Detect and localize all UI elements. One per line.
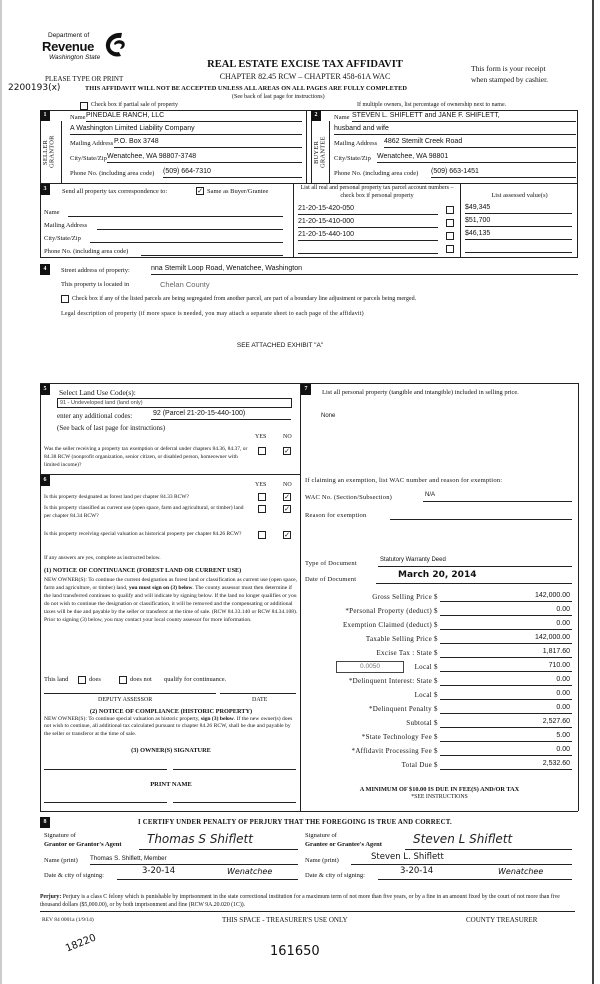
- total-due-row: [304, 760, 570, 772]
- reason-label: Reason for exemption: [305, 512, 367, 519]
- grantee-sig-label-2: Grantee or Grantee's Agent: [305, 841, 382, 848]
- land-use-select[interactable]: 91 - Undeveloped land (land only): [57, 398, 292, 408]
- section-3-number: 3: [40, 184, 50, 195]
- historic-question: Is this property receiving special valuation as historical property per chapter 84.26 RCW?: [44, 531, 242, 537]
- current-use-yes-checkbox[interactable]: [258, 505, 266, 513]
- dollar-sign: $: [434, 761, 438, 769]
- grantor-sig-label-1: Signature of: [44, 832, 76, 839]
- additional-codes-label: enter any additional codes:: [57, 412, 133, 420]
- exemption-claimed-value[interactable]: 0.00: [440, 620, 572, 630]
- street-field[interactable]: nna Stemilt Loop Road, Wenatchee, Washington: [151, 265, 578, 275]
- grantee-name-field[interactable]: Steven L. Shiflett: [351, 852, 572, 865]
- delinquent-penalty-value[interactable]: 0.00: [440, 704, 572, 714]
- forest-land-question: Is this property designated as forest land per chapter 84.33 RCW?: [44, 494, 189, 500]
- land-use-label: Select Land Use Code(s):: [59, 388, 136, 397]
- section-2-number: 2: [311, 110, 321, 121]
- qualify-label: qualify for continuance.: [164, 676, 227, 683]
- dollar-sign: $: [434, 635, 438, 643]
- segregated-checkbox[interactable]: [61, 295, 69, 303]
- does-checkbox[interactable]: [78, 676, 86, 684]
- correspondence-label: Send all property tax correspondence to:: [62, 188, 168, 195]
- dollar-sign: $: [434, 747, 438, 755]
- buyer-city-field[interactable]: Wenatchee, WA 98801: [377, 153, 576, 163]
- grantor-sig-label-2: Grantor or Grantor's Agent: [44, 841, 122, 848]
- print-name-line-2[interactable]: [173, 801, 296, 803]
- excise-tax-state-value[interactable]: 1,817.60: [440, 648, 572, 658]
- notice1-text: [44, 576, 298, 625]
- handwritten-number-1: 18220: [64, 932, 98, 955]
- buyer-label-2: GRANTEE: [319, 136, 327, 168]
- delinquent-penalty-label: *Delinquent Penalty: [368, 705, 432, 713]
- deputy-assessor-label: DEPUTY ASSESSOR: [98, 697, 153, 703]
- exemption-claim-label: If claiming an exemption, list WAC number and reason for exemption:: [305, 477, 503, 484]
- section-4-number: 4: [40, 264, 50, 275]
- lower-box-right: [578, 383, 579, 811]
- multiple-owners-note: If multiple owners, list percentage of ownership next to name.: [357, 102, 507, 108]
- exemption-claimed-row: [304, 620, 570, 632]
- section6-no-header: NO: [283, 482, 292, 488]
- grantor-date: 3-20-14: [142, 866, 176, 876]
- grantee-date: 3-20-14: [400, 866, 434, 876]
- legal-label: Legal description of property (if more space is needed, you may attach a separate sheet to each page of the affidavit): [61, 311, 364, 317]
- notice2-bold: sign (3) below: [200, 716, 234, 722]
- wac-label: WAC No. (Section/Subsection): [305, 494, 393, 501]
- buyer-label-1: BUYER: [313, 140, 320, 164]
- gross-selling-price-label: Gross Selling Price: [372, 593, 432, 601]
- forest-land-yes-checkbox[interactable]: [258, 493, 266, 501]
- grantee-date-city-field[interactable]: [378, 866, 572, 880]
- total-due-label: Total Due: [401, 761, 432, 769]
- grantor-name-label: Name (print): [44, 857, 78, 864]
- corr-city-label: City/State/Zip: [44, 235, 81, 242]
- assessor-date-label: DATE: [252, 697, 268, 703]
- section-6-divider: [40, 474, 301, 475]
- assessed-value-1[interactable]: $49,345: [465, 204, 572, 214]
- dollar-sign: $: [434, 733, 438, 741]
- corr-phone-field[interactable]: [141, 246, 283, 256]
- form-number: REV 84 0001a (1/9/14): [42, 917, 94, 923]
- delinquent-interest-state-value[interactable]: 0.00: [440, 676, 572, 686]
- perjury-text: Perjury is a class C felony which is punishable by imprisonment in the state correctional institution for a maximum term of not more than five years, or by a fine in an amount fixed by the court of not more than five thousand dollars ($5,000.00), or by both imprisonment and fine (RCW 9A.20.020 (1C)).: [40, 894, 560, 908]
- county-value[interactable]: Chelan County: [160, 280, 210, 289]
- section-7-number: 7: [301, 384, 311, 395]
- personal-property-value[interactable]: None: [321, 413, 336, 419]
- parcel-personal-checkbox-2[interactable]: [446, 219, 454, 227]
- state-technology-fee-value[interactable]: 5.00: [440, 732, 572, 742]
- same-as-buyer-checkbox[interactable]: ✓: [197, 187, 203, 195]
- seller-name-label: Name: [70, 114, 86, 121]
- seller-mailing-label: Mailing Address: [70, 140, 114, 147]
- buyer-mailing-label: Mailing Address: [334, 140, 378, 147]
- print-name-line-1[interactable]: [44, 801, 167, 803]
- located-label: This property is located in: [61, 281, 130, 288]
- state-technology-fee-label: *State Technology Fee: [361, 733, 432, 741]
- dollar-sign: $: [434, 607, 438, 615]
- buyer-name-label: Name: [334, 114, 350, 121]
- reason-field[interactable]: [390, 510, 572, 520]
- gross-selling-price-value[interactable]: 142,000.00: [440, 592, 572, 602]
- exemption-claimed-label: Exemption Claimed (deduct): [342, 621, 432, 629]
- grantee-sig-label-1: Signature of: [305, 832, 337, 839]
- grantee-city: Wenatchee: [498, 867, 544, 876]
- parcel-personal-checkbox-3[interactable]: [446, 232, 454, 240]
- parcel-number-3[interactable]: 21-20-15-440-100: [298, 231, 438, 241]
- gross-selling-price-row: [304, 592, 570, 604]
- delinquent-interest-local-value[interactable]: 0.00: [440, 690, 572, 700]
- seller-phone-field[interactable]: (509) 664-7310: [163, 168, 302, 178]
- seller-name-field[interactable]: PINEDALE RANCH, LLC: [86, 112, 302, 122]
- seller-name-line2-field[interactable]: A Washington Limited Liability Company: [70, 125, 302, 135]
- grantee-date-label: Date & city of signing:: [305, 872, 365, 879]
- excise-tax-state-label: Excise Tax : State: [376, 649, 432, 657]
- owner-signature-line-2[interactable]: [173, 768, 296, 770]
- land-use-yes-header: YES: [255, 434, 267, 440]
- partial-sale-checkbox[interactable]: [80, 102, 88, 110]
- owner-signature-line-1[interactable]: [44, 768, 167, 770]
- parcel-number-1[interactable]: 21-20-15-420-050: [298, 205, 438, 215]
- buyer-name-line2-field[interactable]: husband and wife: [334, 125, 576, 135]
- grantor-signature-field[interactable]: Thomas S Shiflett: [139, 832, 298, 850]
- parcel-divider-left: [293, 183, 294, 258]
- section-5-number: 5: [40, 384, 50, 395]
- divider-1-3: [40, 183, 578, 184]
- dollar-sign: $: [434, 719, 438, 727]
- segregated-label: Check box if any of the listed parcels are being segregated from another parcel, are part of a boundary line adjustment or parcels being merged.: [72, 296, 417, 302]
- if-yes-note: If any answers are yes, complete as instructed below.: [44, 555, 161, 561]
- dor-logo: [40, 30, 135, 70]
- seller-label-1: SELLER: [42, 139, 49, 165]
- assessed-value-3[interactable]: $46,135: [465, 230, 572, 240]
- assessor-date-line[interactable]: [220, 692, 296, 694]
- scan-right-edge: [592, 0, 594, 984]
- this-land-label: This land: [44, 676, 69, 683]
- certify-statement: I CERTIFY UNDER PENALTY OF PERJURY THAT THE FOREGOING IS TRUE AND CORRECT.: [138, 819, 452, 826]
- notice2-text: [44, 716, 298, 738]
- county-treasurer-label: COUNTY TREASURER: [466, 916, 538, 924]
- assessed-header: List assessed value(s): [491, 192, 548, 199]
- partial-sale-label: Check box if partial sale of property: [91, 102, 178, 108]
- notice2-text-a: NEW OWNER(S): To continue special valuation as historic property,: [44, 716, 200, 722]
- parcel-number-4[interactable]: [298, 244, 438, 254]
- handwritten-number-2: 161650: [270, 944, 320, 959]
- perjury-statement: [40, 893, 575, 912]
- subtotal-value[interactable]: 2,527.60: [440, 718, 572, 728]
- corr-mailing-field[interactable]: [97, 220, 283, 230]
- scan-left-edge: [0, 0, 2, 984]
- wac-field[interactable]: N/A: [423, 492, 572, 502]
- exemption-yes-checkbox[interactable]: [258, 447, 266, 455]
- corr-city-field[interactable]: [90, 233, 283, 243]
- seller-city-field[interactable]: Wenatchee, WA 98807-3748: [107, 153, 302, 163]
- exemption-question: Was the seller receiving a property tax exemption or deferral under chapters 84.36, 84.37, or 84.38 RCW (nonprofit organization, senior citizen, or disabled person, homeowner with limited income)?: [44, 446, 248, 468]
- see-back-note: (See back of last page for instructions): [232, 94, 325, 100]
- treasurer-use-label: THIS SPACE - TREASURER'S USE ONLY: [222, 916, 348, 924]
- delinquent-interest-state-label: *Delinquent Interest: State: [348, 677, 432, 685]
- logo-line1: Department of: [48, 32, 90, 39]
- notice2-text-b: . If the new owner(s) does not wish to continue, all additional tax calculated pursuant to chapter 84.26 RCW, shall be due and payable by the seller or transferor at the time of sale.: [44, 716, 293, 737]
- grantor-city: Wenatchee: [227, 867, 273, 876]
- legal-description[interactable]: SEE ATTACHED EXHIBIT "A": [236, 342, 324, 349]
- grantee-name-label: Name (print): [305, 857, 339, 864]
- parcel-header: List all real and personal property tax parcel account numbers – check box if personal property: [300, 185, 454, 199]
- buyer-mailing-field[interactable]: 4862 Stemilt Creek Road: [384, 138, 576, 148]
- minimum-note: A MINIMUM OF $10.00 IS DUE IN FEE(S) AND/OR TAX: [359, 786, 520, 793]
- dollar-sign: $: [434, 705, 438, 713]
- dollar-sign: $: [434, 649, 438, 657]
- parcel-personal-checkbox-1[interactable]: [446, 206, 454, 214]
- exemption-no-checkbox[interactable]: ✓: [284, 447, 290, 455]
- forest-land-no-checkbox[interactable]: ✓: [284, 493, 290, 501]
- doc-type-label: Type of Document: [305, 560, 357, 567]
- current-use-no-checkbox[interactable]: ✓: [284, 505, 290, 513]
- delinquent-interest-local-row: [304, 690, 570, 702]
- lower-box-mid: [300, 383, 301, 811]
- logo-line2: Revenue: [42, 39, 95, 54]
- seller-side-strip: [40, 121, 62, 183]
- excise-tax-local-label: Local: [414, 663, 432, 671]
- stamp-number: 2200193(x): [8, 83, 61, 93]
- seller-city-label: City/State/Zip: [70, 155, 107, 162]
- logo-line3: Washington State: [49, 54, 101, 61]
- current-use-question: Is this property classified as current use (open space, farm and agricultural, or timber) land per chapter 84.34 RCW?: [44, 505, 244, 519]
- section-1-number: 1: [40, 110, 50, 121]
- historic-no-checkbox[interactable]: ✓: [284, 531, 290, 539]
- notice1-bold: you must sign on (3) below: [128, 585, 193, 592]
- does-not-label: does not: [130, 676, 152, 683]
- deputy-assessor-line[interactable]: [44, 692, 216, 694]
- state-technology-fee-row: [304, 732, 570, 744]
- see-instructions-note: *SEE INSTRUCTIONS: [411, 794, 468, 800]
- receipt-note-2: when stamped by cashier.: [471, 75, 549, 84]
- corr-name-field[interactable]: [68, 207, 283, 217]
- personal-property-deduct-value[interactable]: 0.00: [440, 606, 572, 616]
- additional-codes-field[interactable]: 92 (Parcel 21-20-15-440-100): [151, 410, 291, 420]
- form-subtitle: CHAPTER 82.45 RCW – CHAPTER 458-61A WAC: [219, 72, 391, 81]
- dollar-sign: $: [434, 691, 438, 699]
- buyer-side-label: [314, 135, 327, 169]
- dollar-sign: $: [434, 663, 438, 671]
- receipt-note-1: This form is your receipt: [471, 64, 546, 73]
- doc-type-field[interactable]: Statutory Warranty Deed: [378, 557, 572, 567]
- dollar-sign: $: [434, 593, 438, 601]
- notice1-text-a: NEW OWNER(S): To continue the current designation as forest land or classification as current use (open space, farm and agriculture, or timber) land,: [44, 577, 298, 592]
- street-label: Street address of property:: [61, 267, 130, 274]
- notice2-title: (2) NOTICE OF COMPLIANCE (HISTORIC PROPERTY): [89, 708, 253, 715]
- lower-box-bottom: [40, 811, 578, 812]
- corr-phone-label: Phone No. (including area code): [44, 248, 129, 255]
- personal-property-deduct-row: [304, 606, 570, 618]
- does-not-checkbox[interactable]: [119, 676, 127, 684]
- grantee-signature-field[interactable]: Steven L Shiflett: [405, 832, 572, 850]
- assessed-value-2[interactable]: $51,700: [465, 217, 572, 227]
- warning-banner: THIS AFFIDAVIT WILL NOT BE ACCEPTED UNLESS ALL AREAS ON ALL PAGES ARE FULLY COMPLETED: [85, 85, 407, 92]
- corr-name-label: Name: [44, 209, 60, 216]
- taxable-selling-price-label: Taxable Selling Price: [365, 635, 432, 643]
- seller-phone-label: Phone No. (including area code): [70, 170, 155, 177]
- dollar-sign: $: [434, 677, 438, 685]
- affidavit-processing-fee-row: [304, 746, 570, 758]
- local-rate-field[interactable]: 0.0050: [336, 661, 404, 673]
- grantor-date-label: Date & city of signing:: [44, 872, 104, 879]
- buyer-name-field[interactable]: STEVEN L. SHIFLETT and JANE F. SHIFLETT,: [352, 112, 576, 122]
- excise-tax-local-row: [304, 662, 570, 674]
- total-due-value[interactable]: 2,532.60: [440, 760, 572, 770]
- divider-1-2: [306, 110, 307, 183]
- buyer-city-label: City/State/Zip: [334, 155, 371, 162]
- personal-property-deduct-label: *Personal Property (deduct): [345, 607, 432, 615]
- grantor-name-field[interactable]: Thomas S. Shiflett, Member: [90, 855, 298, 865]
- seller-mailing-field[interactable]: P.O. Box 3748: [114, 138, 302, 148]
- seller-label-2: GRANTOR: [48, 135, 56, 169]
- personal-property-label: List all personal property (tangible and intangible) included in selling price.: [322, 389, 519, 396]
- section6-yes-header: YES: [255, 482, 267, 488]
- subtotal-label: Subtotal: [406, 719, 432, 727]
- seller-side-label: [43, 135, 56, 169]
- parcel-personal-checkbox-4[interactable]: [446, 245, 454, 253]
- parcel-number-2[interactable]: 21-20-15-410-000: [298, 218, 438, 228]
- land-use-see-back: (See back of last page for instructions): [57, 424, 166, 432]
- affidavit-processing-fee-value[interactable]: 0.00: [440, 746, 572, 756]
- form-title: REAL ESTATE EXCISE TAX AFFIDAVIT: [207, 59, 403, 70]
- dollar-sign: $: [434, 621, 438, 629]
- does-label: does: [89, 676, 101, 683]
- corr-mailing-label: Mailing Address: [44, 222, 88, 229]
- same-as-buyer-label: Same as Buyer/Grantee: [207, 188, 269, 195]
- taxable-selling-price-value[interactable]: 142,000.00: [440, 634, 572, 644]
- doc-date-field[interactable]: March 20, 2014: [376, 570, 572, 584]
- taxable-selling-price-row: [304, 634, 570, 646]
- subtotal-row: [304, 718, 570, 730]
- grantor-date-city-field[interactable]: [117, 866, 298, 880]
- logo-swoosh-icon: [102, 30, 128, 60]
- notice1-text-b: . The county assessor must then determine if the land transferred continues to qualify and will indicate by signing below. If the land no longer qualifies or you do not wish to continue the designation or classification, it will be removed and the compensating or additional taxes will be due and payable by the seller or transferor at the time of sale. (RCW 84.33.140 or RCW 84.34.108). Prior to signing (3) below, you may contact your local county assessor for more information.: [44, 585, 298, 624]
- section-8-number: 8: [40, 817, 50, 828]
- land-use-no-header: NO: [283, 434, 292, 440]
- buyer-side-strip: [311, 121, 330, 183]
- delinquent-interest-state-row: [304, 676, 570, 688]
- delinquent-interest-local-label: Local: [414, 691, 432, 699]
- please-type-label: PLEASE TYPE OR PRINT: [45, 75, 124, 83]
- delinquent-penalty-row: [304, 704, 570, 716]
- section-6-number: 6: [40, 475, 50, 486]
- assessed-value-4[interactable]: [465, 243, 572, 253]
- excise-tax-state-row: [304, 648, 570, 660]
- perjury-bold: Perjury:: [40, 894, 62, 900]
- buyer-phone-label: Phone No. (including area code): [334, 170, 419, 177]
- lower-box-left: [40, 383, 41, 811]
- excise-tax-local-value[interactable]: 710.00: [440, 662, 572, 672]
- doc-date-label: Date of Document: [305, 576, 357, 583]
- buyer-phone-field[interactable]: (509) 663-1451: [431, 168, 576, 178]
- owner-signature-title: (3) OWNER(S) SIGNATURE: [131, 747, 211, 754]
- notice1-title: (1) NOTICE OF CONTINUANCE (FOREST LAND OR CURRENT USE): [44, 567, 242, 574]
- historic-yes-checkbox[interactable]: [258, 531, 266, 539]
- print-name-title: PRINT NAME: [150, 781, 192, 788]
- affidavit-processing-fee-label: *Affidavit Processing Fee: [351, 747, 432, 755]
